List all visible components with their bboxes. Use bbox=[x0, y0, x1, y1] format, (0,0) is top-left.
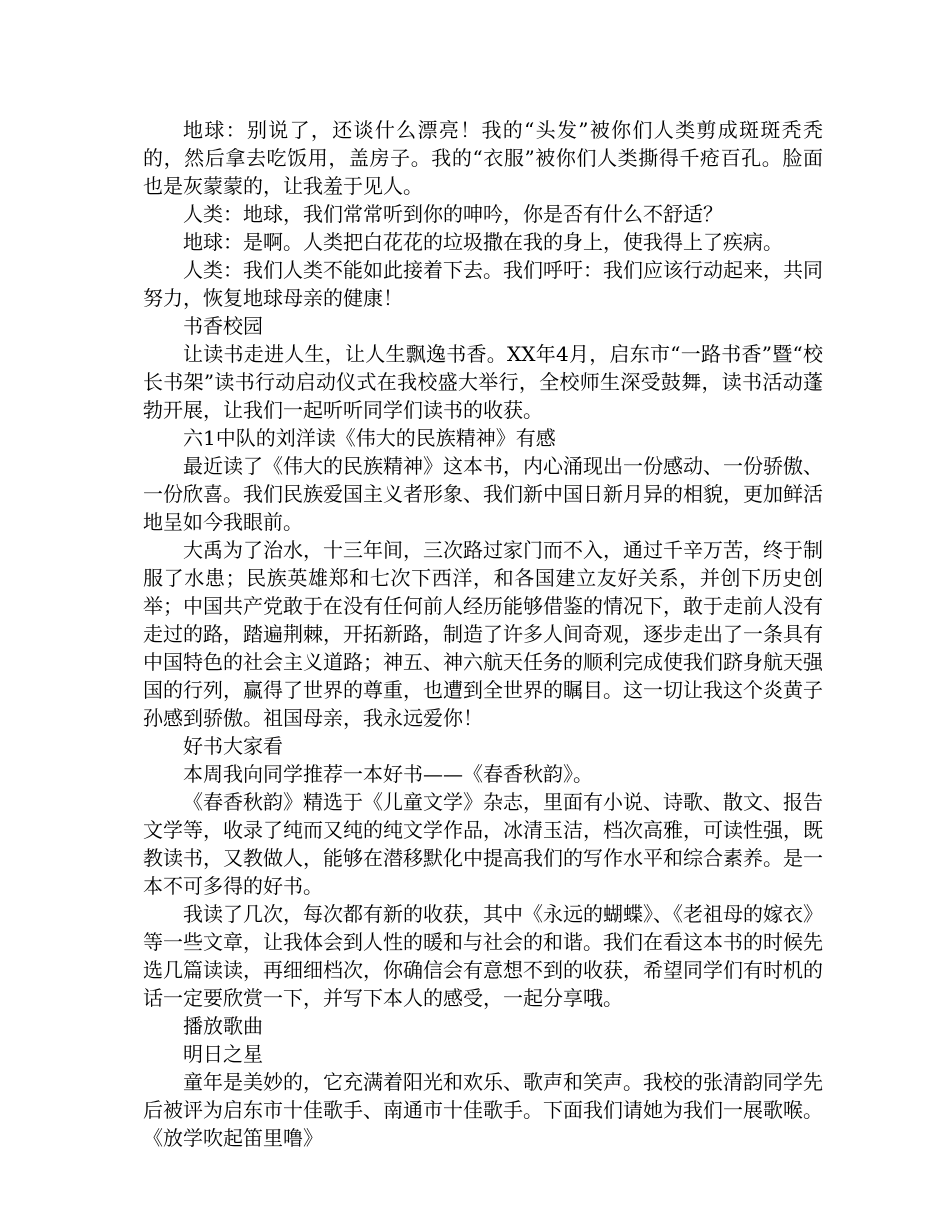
paragraph: 大禹为了治水，十三年间，三次路过家门而不入，通过千辛万苦，终于制服了水患；民族英雄郑和七次下西洋，和各国建立友好关系，并创下历史创举；中国共产党敢于在没有任何前人经历能够借鉴的情况下，敢于走前人没有走过的路，踏遍荆棘，开拓新路，制造了许多人间奇观，逐步走出了一条具有中国特色的社会主义道路；神五、神六航天任务的顺利完成使我们跻身航天强国的行列，赢得了世界的尊重，也遭到全世界的瞩目。这一切让我这个炎黄子孙感到骄傲。祖国母亲，我永远爱你！ bbox=[143, 538, 823, 730]
paragraph: 地球：是啊。人类把白花花的垃圾撒在我的身上，使我得上了疾病。 bbox=[183, 230, 783, 254]
paragraph: 人类：我们人类不能如此接着下去。我们呼吁：我们应该行动起来，共同努力，恢复地球母亲的健康！ bbox=[143, 258, 823, 310]
paragraph: 本周我向同学推荐一本好书——《春香秋韵》。 bbox=[183, 762, 593, 786]
document-body bbox=[143, 116, 823, 1152]
section-heading: 好书大家看 bbox=[183, 734, 283, 758]
section-heading: 播放歌曲 bbox=[183, 1014, 263, 1038]
paragraph: 地球：别说了，还谈什么漂亮！我的“头发”被你们人类剪成斑斑秃秃的，然后拿去吃饭用，盖房子。我的“衣服”被你们人类撕得千疮百孔。脸面也是灰蒙蒙的，让我羞于见人。 bbox=[143, 118, 823, 198]
paragraph: 童年是美妙的，它充满着阳光和欢乐、歌声和笑声。我校的张清韵同学先后被评为启东市十佳歌手、南通市十佳歌手。下面我们请她为我们一展歌喉。《放学吹起笛里噜》 bbox=[143, 1070, 823, 1150]
section-heading: 六1中队的刘洋读《伟大的民族精神》有感 bbox=[183, 426, 556, 450]
paragraph: 最近读了《伟大的民族精神》这本书，内心涌现出一份感动、一份骄傲、一份欣喜。我们民族爱国主义者形象、我们新中国日新月异的相貌，更加鲜活地呈如今我眼前。 bbox=[143, 454, 823, 534]
section-heading: 明日之星 bbox=[183, 1042, 263, 1066]
paragraph: 人类：地球，我们常常听到你的呻吟，你是否有什么不舒适？ bbox=[183, 202, 723, 226]
section-heading: 书香校园 bbox=[183, 314, 263, 338]
paragraph: 我读了几次，每次都有新的收获，其中《永远的蝴蝶》、《老祖母的嫁衣》等一些文章，让我体会到人性的暖和与社会的和谐。我们在看这本书的时候先选几篇读读，再细细档次，你确信会有意想不到的收获，希望同学们有时机的话一定要欣赏一下，并写下本人的感受，一起分享哦。 bbox=[143, 902, 823, 1010]
paragraph: 让读书走进人生，让人生飘逸书香。XX年4月，启东市“一路书香”暨“校长书架”读书行动启动仪式在我校盛大举行，全校师生深受鼓舞，读书活动蓬勃开展，让我们一起听听同学们读书的收获。 bbox=[143, 342, 823, 422]
paragraph: 《春香秋韵》精选于《儿童文学》杂志，里面有小说、诗歌、散文、报告文学等，收录了纯而又纯的纯文学作品，冰清玉洁，档次高雅，可读性强，既教读书，又教做人，能够在潜移默化中提高我们的写作水平和综合素养。是一本不可多得的好书。 bbox=[143, 790, 823, 898]
